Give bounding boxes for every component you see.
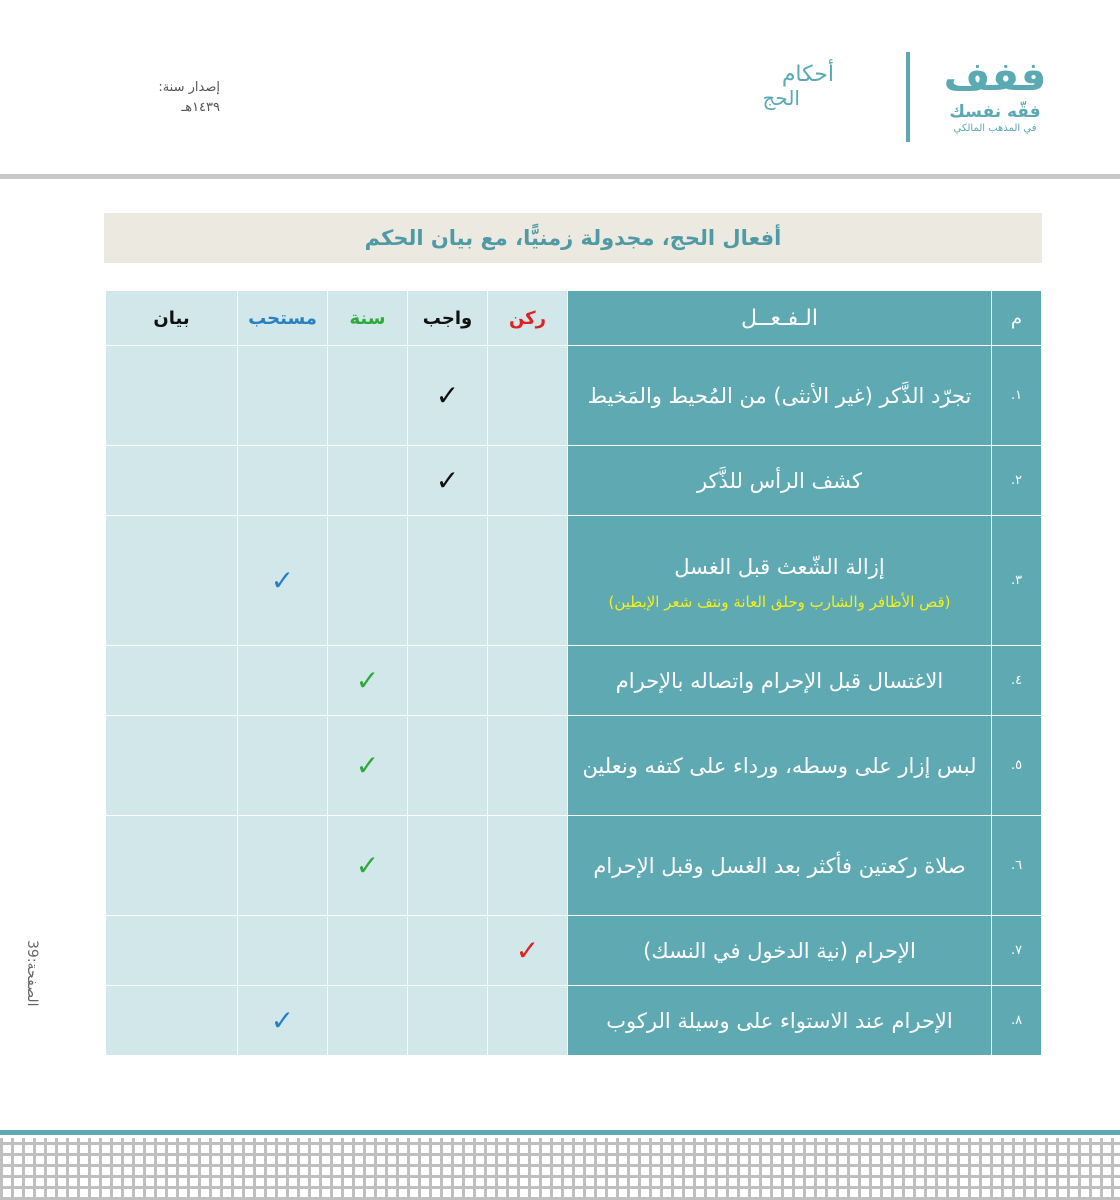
book-title-line-2: الحج bbox=[762, 86, 800, 110]
mustahab-cell bbox=[238, 646, 328, 716]
row-number: ٣. bbox=[992, 516, 1042, 646]
logo-subtitle: في المذهب المالكي bbox=[953, 123, 1037, 134]
wajib-cell bbox=[408, 916, 488, 986]
bayan-cell bbox=[106, 816, 238, 916]
mustahab-cell: ✓ bbox=[238, 516, 328, 646]
table-row bbox=[106, 986, 1042, 1056]
header-rule bbox=[0, 174, 1120, 179]
row-number: ١. bbox=[992, 346, 1042, 446]
row-act-note: (قص الأظافر والشارب وحلق العانة ونتف شعر الإبطين) bbox=[608, 592, 951, 611]
edition-label: إصدار سنة: bbox=[158, 80, 220, 95]
header-mustahab: مستحب bbox=[238, 291, 328, 346]
rukn-cell bbox=[488, 646, 568, 716]
rukn-cell bbox=[488, 446, 568, 516]
row-number: ٤. bbox=[992, 646, 1042, 716]
header-num: م bbox=[992, 291, 1042, 346]
page-number-label: الصفحة:39 bbox=[24, 940, 40, 1007]
row-number: ٢. bbox=[992, 446, 1042, 516]
sunna-cell bbox=[328, 986, 408, 1056]
row-act: الاغتسال قبل الإحرام واتصاله بالإحرام bbox=[568, 646, 992, 716]
bayan-cell bbox=[106, 446, 238, 516]
bayan-cell bbox=[106, 916, 238, 986]
sunna-cell: ✓ bbox=[328, 816, 408, 916]
wajib-cell bbox=[408, 986, 488, 1056]
acts-table bbox=[105, 290, 1042, 1056]
footer-pattern bbox=[0, 1138, 1120, 1200]
logo bbox=[940, 52, 1050, 135]
table-row bbox=[106, 646, 1042, 716]
page-number bbox=[12, 940, 42, 1007]
table-header-row bbox=[106, 291, 1042, 346]
row-number: ٦. bbox=[992, 816, 1042, 916]
bayan-cell bbox=[106, 516, 238, 646]
edition-info bbox=[110, 78, 220, 118]
book-title-line-1: أحكام bbox=[781, 62, 834, 87]
bayan-cell bbox=[106, 646, 238, 716]
rukn-cell bbox=[488, 816, 568, 916]
bayan-cell bbox=[106, 346, 238, 446]
rukn-cell bbox=[488, 516, 568, 646]
sunna-cell bbox=[328, 916, 408, 986]
page-header bbox=[0, 0, 1120, 180]
rukn-cell bbox=[488, 986, 568, 1056]
header-wajib: واجب bbox=[408, 291, 488, 346]
sunna-cell: ✓ bbox=[328, 646, 408, 716]
wajib-cell bbox=[408, 716, 488, 816]
wajib-cell bbox=[408, 816, 488, 916]
table-row bbox=[106, 916, 1042, 986]
edition-year: ١٤٣٩هـ bbox=[181, 100, 220, 115]
table-row bbox=[106, 346, 1042, 446]
footer-rule bbox=[0, 1130, 1120, 1135]
header-bayan: بيان bbox=[106, 291, 238, 346]
header-act: الـفـعــل bbox=[568, 291, 992, 346]
page-footer bbox=[0, 1130, 1120, 1200]
table-row bbox=[106, 516, 1042, 646]
sunna-cell: ✓ bbox=[328, 716, 408, 816]
row-act: الإحرام عند الاستواء على وسيلة الركوب bbox=[568, 986, 992, 1056]
mustahab-cell bbox=[238, 346, 328, 446]
wajib-cell: ✓ bbox=[408, 346, 488, 446]
bayan-cell bbox=[106, 986, 238, 1056]
header-sunna: سنة bbox=[328, 291, 408, 346]
row-act: تجرّد الذَّكر (غير الأنثى) من المُحيط والمَخيط bbox=[568, 346, 992, 446]
wajib-cell: ✓ bbox=[408, 446, 488, 516]
rukn-cell: ✓ bbox=[488, 916, 568, 986]
table-row bbox=[106, 716, 1042, 816]
row-number: ٥. bbox=[992, 716, 1042, 816]
row-act: لبس إزار على وسطه، ورداء على كتفه ونعلين bbox=[568, 716, 992, 816]
row-act: صلاة ركعتين فأكثر بعد الغسل وقبل الإحرام bbox=[568, 816, 992, 916]
table-row bbox=[106, 816, 1042, 916]
wajib-cell bbox=[408, 516, 488, 646]
rukn-cell bbox=[488, 716, 568, 816]
header-rukn: ركن bbox=[488, 291, 568, 346]
mustahab-cell: ✓ bbox=[238, 986, 328, 1056]
row-act: الإحرام (نية الدخول في النسك) bbox=[568, 916, 992, 986]
row-number: ٨. bbox=[992, 986, 1042, 1056]
logo-name: فقّه نفسك bbox=[949, 102, 1041, 122]
book-title bbox=[700, 62, 870, 122]
mustahab-cell bbox=[238, 446, 328, 516]
rukn-cell bbox=[488, 346, 568, 446]
wajib-cell bbox=[408, 646, 488, 716]
row-number: ٧. bbox=[992, 916, 1042, 986]
header-divider bbox=[906, 52, 910, 142]
sunna-cell bbox=[328, 446, 408, 516]
mustahab-cell bbox=[238, 716, 328, 816]
section-title: أفعال الحج، مجدولة زمنيًّا، مع بيان الحكم bbox=[104, 213, 1042, 263]
row-act: كشف الرأس للذَّكر bbox=[568, 446, 992, 516]
row-act: إزالة الشّعث قبل الغسل bbox=[674, 554, 885, 579]
mustahab-cell bbox=[238, 816, 328, 916]
sunna-cell bbox=[328, 516, 408, 646]
mustahab-cell bbox=[238, 916, 328, 986]
logo-mark: ففف bbox=[943, 54, 1047, 100]
bayan-cell bbox=[106, 716, 238, 816]
table-row bbox=[106, 446, 1042, 516]
sunna-cell bbox=[328, 346, 408, 446]
row-act-with-note bbox=[568, 516, 992, 646]
